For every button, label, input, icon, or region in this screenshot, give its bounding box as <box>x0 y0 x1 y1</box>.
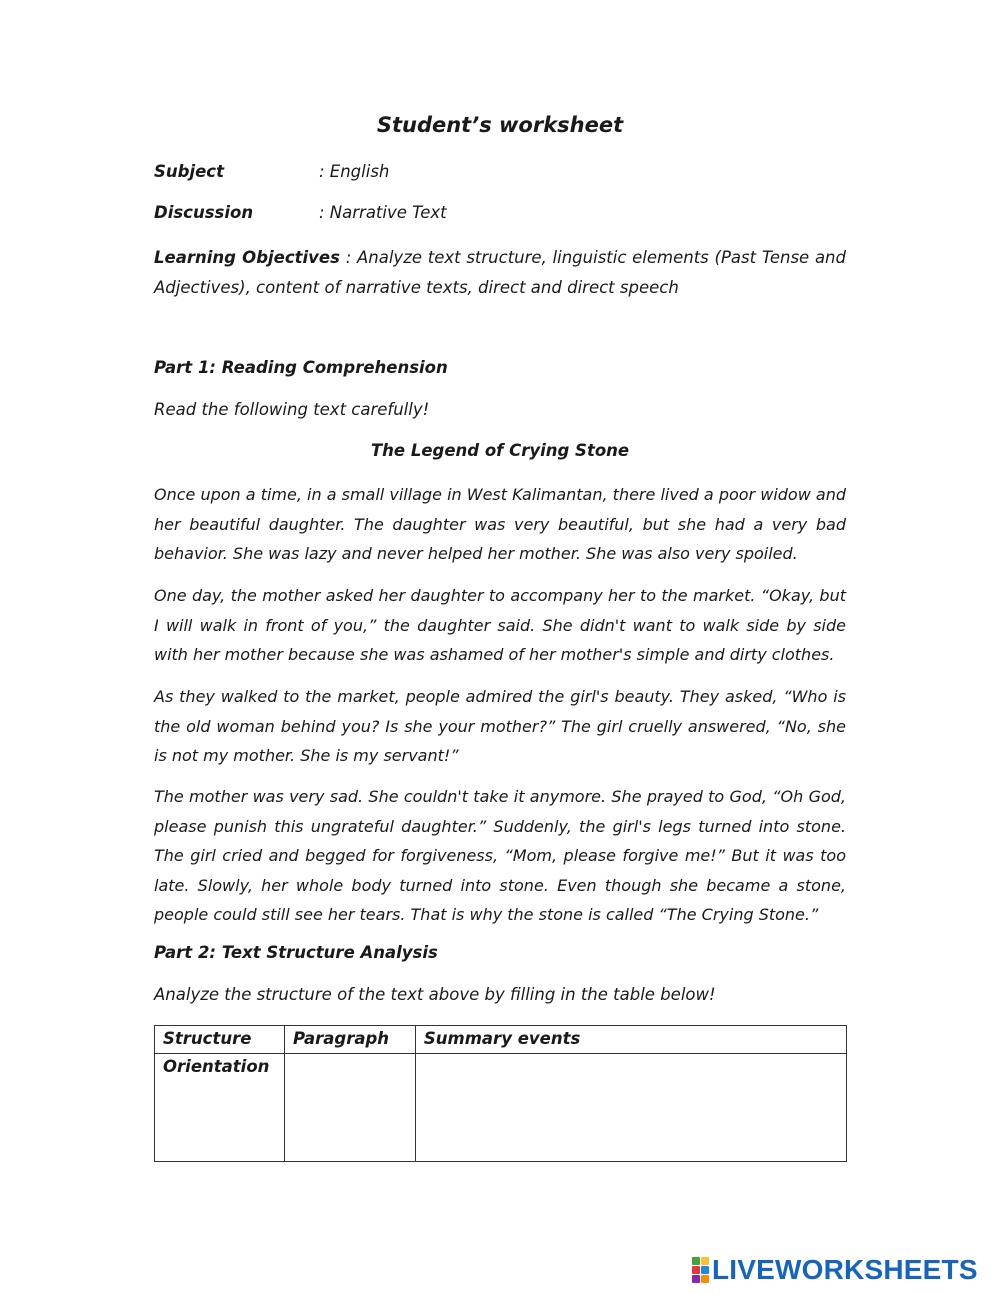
learning-objectives <box>154 243 846 303</box>
header-summary-events: Summary events <box>415 1026 846 1054</box>
cell-structure-orientation: Orientation <box>155 1054 285 1162</box>
logo-block <box>692 1275 700 1283</box>
story-paragraph-2: One day, the mother asked her daughter to accompany her to the market. “Okay, but I will walk in front of you,” the daughter said. She didn't want to walk side by side with her mother because she was ashamed of her mother's simple and dirty clothes. <box>154 586 846 664</box>
part2-instruction: Analyze the structure of the text above by filling in the table below! <box>154 985 716 1004</box>
discussion-value: : Narrative Text <box>319 203 447 222</box>
part1-heading: Part 1: Reading Comprehension <box>154 358 448 377</box>
subject-value: : English <box>319 162 390 181</box>
logo-block <box>692 1257 700 1265</box>
logo-block <box>692 1266 700 1274</box>
page-title: Student’s worksheet <box>376 113 624 137</box>
structure-table <box>154 1025 847 1162</box>
logo-blocks-icon <box>692 1257 709 1283</box>
cell-summary-input[interactable] <box>415 1054 846 1162</box>
story-title: The Legend of Crying Stone <box>370 441 630 460</box>
subject-label: Subject <box>154 162 224 181</box>
story-paragraph-1: Once upon a time, in a small village in West Kalimantan, there lived a poor widow and her beautiful daughter. The daughter was very beautiful, but she had a very bad behavior. She was lazy and never helped her mother. She was also very spoiled. <box>154 485 846 563</box>
table-row <box>155 1054 847 1162</box>
cell-paragraph-input[interactable] <box>284 1054 415 1162</box>
header-paragraph: Paragraph <box>284 1026 415 1054</box>
objectives-value: : Analyze text structure, linguistic elements (Past Tense and Adjectives), content of narrative texts, direct and direct speech <box>154 248 846 297</box>
liveworksheets-logo <box>692 1255 978 1285</box>
discussion-label: Discussion <box>154 203 254 222</box>
story-paragraph-4: The mother was very sad. She couldn't take it anymore. She prayed to God, “Oh God, please punish this ungrateful daughter.” Suddenly, the girl's legs turned into stone. The girl cried and begged for forgiveness, “Mom, please forgive me!” But it was too late. Slowly, her whole body turned into stone. Even though she became a stone, people could still see her tears. That is why the stone is called “The Crying Stone.” <box>154 787 846 924</box>
part2-heading: Part 2: Text Structure Analysis <box>154 943 438 962</box>
header-structure: Structure <box>155 1026 285 1054</box>
logo-text: LIVEWORKSHEETS <box>712 1254 978 1285</box>
story-paragraph-3: As they walked to the market, people admired the girl's beauty. They asked, “Who is the old woman behind you? Is she your mother?” The girl cruelly answered, “No, she is not my mother. She is my servant!” <box>154 687 846 765</box>
logo-block <box>701 1275 709 1283</box>
objectives-label: Learning Objectives <box>154 248 340 267</box>
table-header-row <box>155 1026 847 1054</box>
logo-block <box>701 1266 709 1274</box>
logo-block <box>701 1257 709 1265</box>
part1-instruction: Read the following text carefully! <box>154 400 430 419</box>
